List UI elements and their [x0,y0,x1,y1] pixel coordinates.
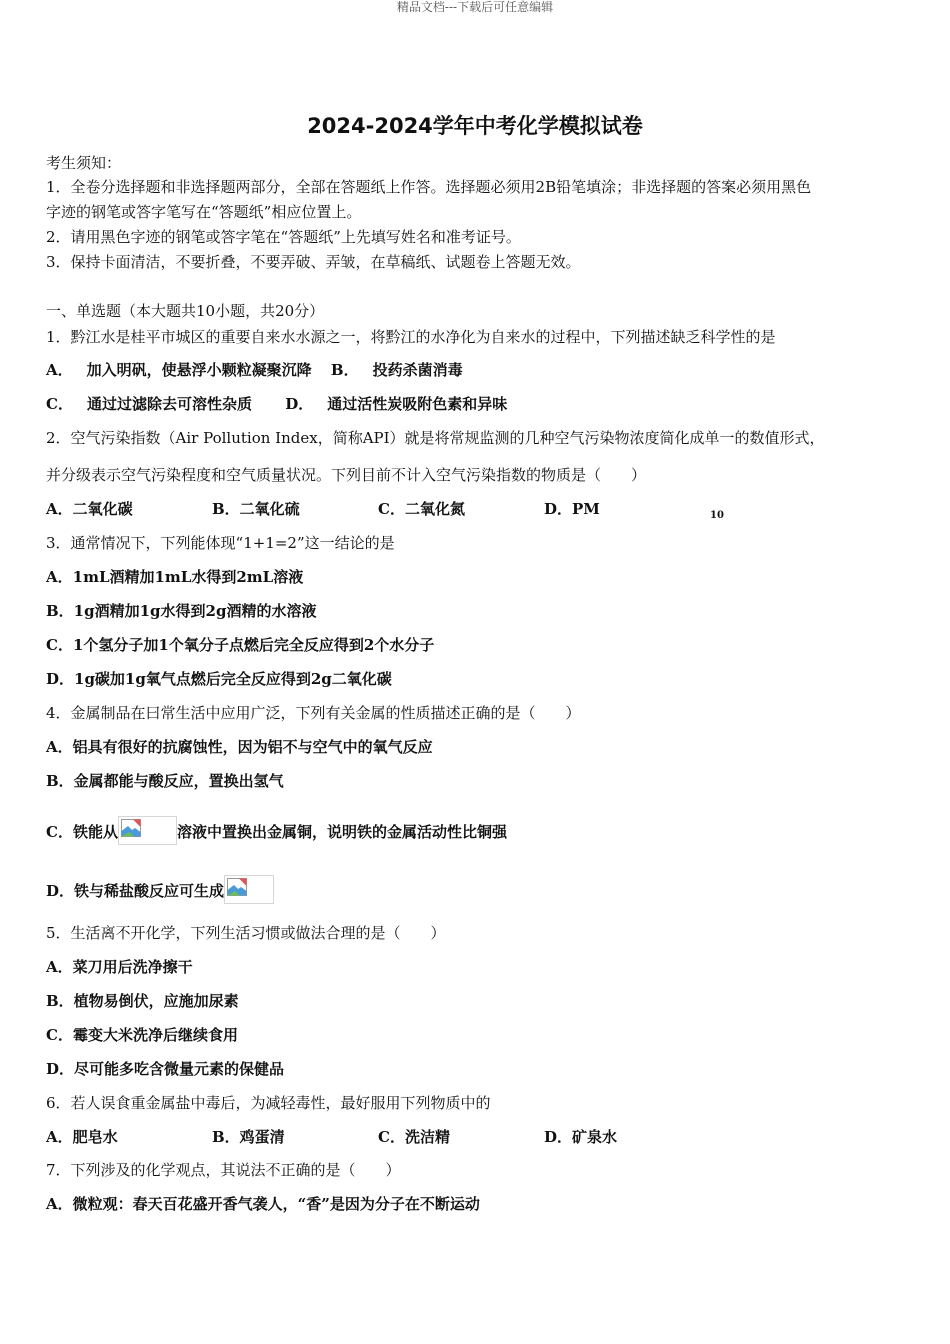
option-b: B．鸡蛋清 [212,1128,285,1146]
question-2-stem-2: 并分级表示空气污染程度和空气质量状况。下列目前不计入空气污染指数的物质是（ ） [46,466,647,484]
question-1-options-cd [46,393,535,415]
option-b: B． 投药杀菌消毒 [330,361,463,379]
question-5-option-c: C．霉变大米洗净后继续食用 [46,1026,238,1044]
question-1-stem: 1．黔江水是桂平市城区的重要自来水水源之一，将黔江的水净化为自来水的过程中，下列描述缺乏科学性的是 [46,328,776,346]
question-5-option-d: D．尽可能多吃含微量元素的保健品 [46,1060,285,1078]
question-2-options [46,498,746,527]
question-3-option-b: B．1g酒精加1g水得到2g酒精的水溶液 [46,602,317,620]
broken-image-icon [118,816,177,845]
question-5-option-a: A．菜刀用后洗净擦干 [46,958,193,976]
question-7-stem: 7．下列涉及的化学观点，其说法不正确的是（ ） [46,1161,401,1179]
page-header: 精品文档---下载后可任意编辑 [396,0,554,14]
question-4-option-d: D．铁与稀盐酸反应可生成 [46,875,274,902]
question-4-option-b: B．金属都能与酸反应，置换出氢气 [46,772,284,790]
option-c: C．洗洁精 [378,1128,450,1146]
option-c: C． 通过过滤除去可溶性杂质 [46,395,252,413]
option-d: D． 通过活性炭吸附色素和异味 [285,395,508,413]
notice-item-3: 3．保持卡面清洁，不要折叠，不要弄破、弄皱，在草稿纸、试题卷上答题无效。 [46,253,581,271]
question-7-option-a: A．微粒观：春天百花盛开香气袭人，“香”是因为分子在不断运动 [46,1195,480,1213]
exam-title: 2024-2024学年中考化学模拟试卷 [307,114,643,138]
option-a: A． 加入明矾，使悬浮小颗粒凝聚沉降 [46,361,312,379]
question-2-stem-1: 2．空气污染指数（Air Pollution Index，简称API）就是将常规监测的几种空气污染物浓度简化成单一的数值形式， [46,429,825,447]
question-1-options-ab [46,359,491,381]
question-4-stem: 4．金属制品在曰常生活中应用广泛，下列有关金属的性质描述正确的是（ ） [46,704,581,722]
option-a: A．二氧化碳 [46,500,133,518]
question-3-option-a: A．1mL酒精加1mL水得到2mL溶液 [46,568,304,586]
question-5-stem: 5．生活离不开化学，下列生活习惯或做法合理的是（ ） [46,924,446,942]
question-4-option-a: A．铝具有很好的抗腐蚀性，因为铝不与空气中的氧气反应 [46,738,433,756]
notice-item-2: 2．请用黑色字迹的钢笔或答字笔在“答题纸”上先填写姓名和准考证号。 [46,228,521,246]
option-a: A．肥皂水 [46,1128,118,1146]
option-d: D．PM $_{10}$ [544,500,724,521]
question-4-option-c: C．铁能从 溶液中置换出金属铜，说明铁的金属活动性比铜强 [46,816,507,843]
notice-item-1a: 1．全卷分选择题和非选择题两部分，全部在答题纸上作答。选择题必须用2B铅笔填涂；非选择题的答案必须用黑色 [46,178,812,196]
question-5-option-b: B．植物易倒伏，应施加尿素 [46,992,239,1010]
section-heading: 一、单选题（本大题共10小题，共20分） [46,302,325,320]
option-c: C．二氧化氮 [378,500,465,518]
question-6-stem: 6．若人误食重金属盐中毒后，为减轻毒性，最好服用下列物质中的 [46,1094,491,1112]
notice-heading: 考生须知： [46,154,122,172]
question-6-options [46,1126,746,1148]
question-3-option-d: D．1g碳加1g氧气点燃后完全反应得到2g二氧化碳 [46,670,392,688]
notice-item-1b: 字迹的钢笔或答字笔写在“答题纸”相应位置上。 [46,203,362,221]
question-3-stem: 3．通常情况下，下列能体现“1+1=2”这一结论的是 [46,534,395,552]
option-d: D．矿泉水 [544,1128,618,1146]
broken-image-icon [224,875,274,904]
question-3-option-c: C．1个氢分子加1个氧分子点燃后完全反应得到2个水分子 [46,636,435,654]
option-b: B．二氧化硫 [212,500,300,518]
